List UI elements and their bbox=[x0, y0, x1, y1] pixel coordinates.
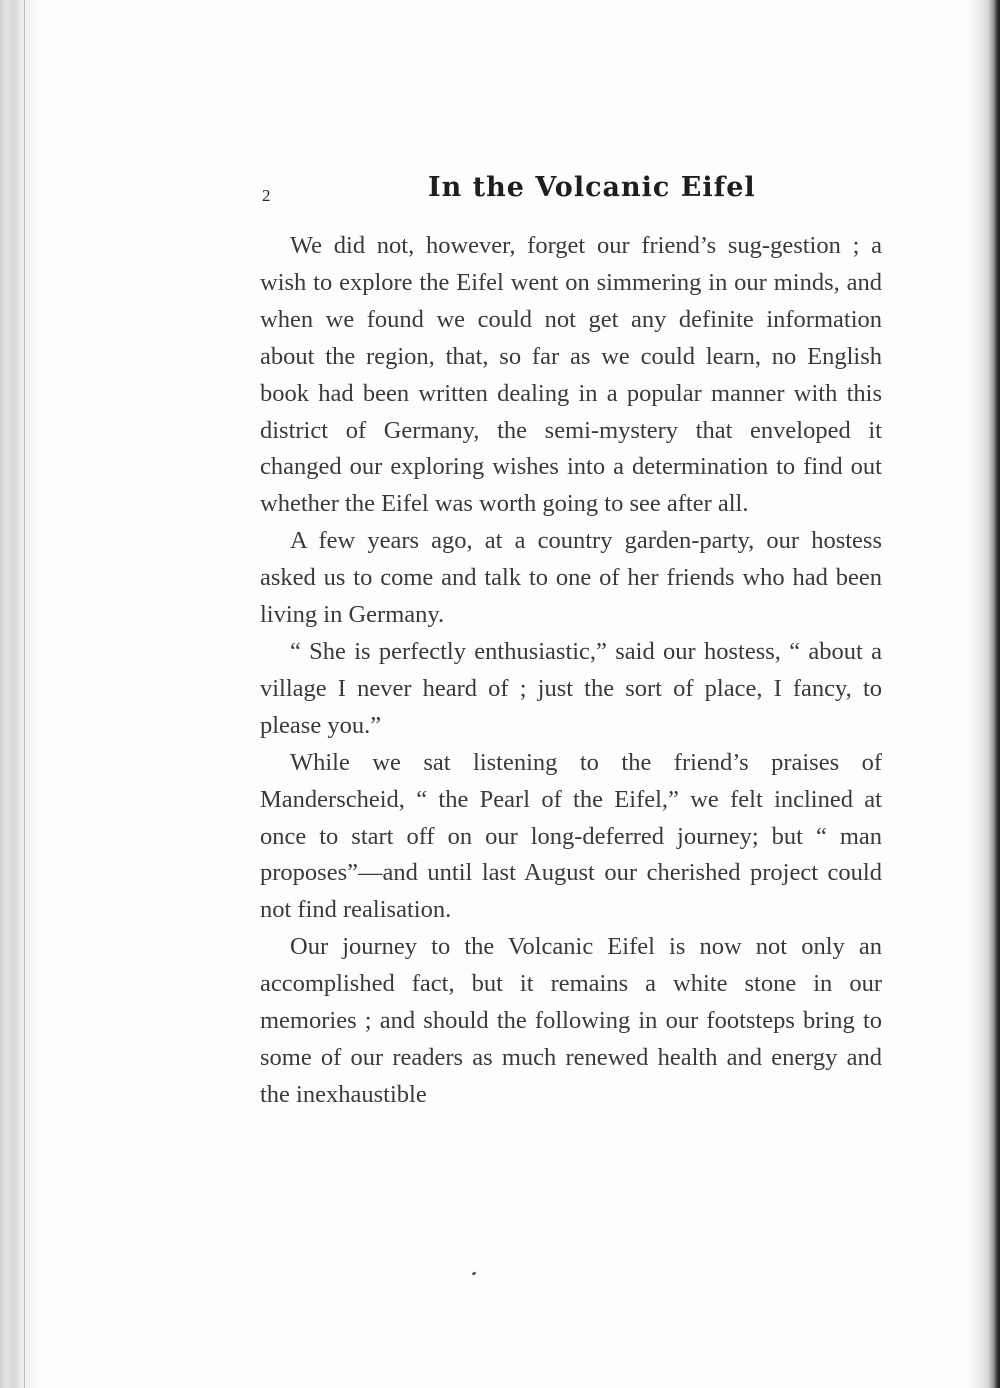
paragraph: Our journey to the Volcanic Eifel is now not only an accomplished fact, but it remains a white stone in our memories ; and should the following in our footsteps bring to some of our readers as much renewed health and energy and the inexhaustible bbox=[260, 933, 882, 1108]
paragraph: “ She is perfectly enthusiastic,” said our hostess, “ about a village I never heard of ; just the sort of place, I fancy, to please you.” bbox=[260, 637, 882, 739]
paragraph: A few years ago, at a country garden-party, our hostess asked us to come and talk to one of her friends who had been living in Germany. bbox=[260, 527, 882, 629]
paragraph: We did not, however, forget our friend’s sug-gestion ; a wish to explore the Eifel went on simmering in our minds, and when we found we could not get any definite information about the region, that, so far as we could learn, no English book had been written dealing in a popular manner with this district of Germany, the semi-mystery that enveloped it changed our exploring wishes into a determination to find out whether the Eifel was worth going to see after all. bbox=[260, 232, 882, 518]
page-edge-shadow bbox=[966, 0, 1000, 1388]
page-header bbox=[258, 170, 882, 210]
page-number: 2 bbox=[262, 186, 271, 205]
paragraph: While we sat listening to the friend’s praises of Manderscheid, “ the Pearl of the Eifel,” we felt inclined at once to start off on our long-deferred journey; but “ man proposes”—and until last August our cherished project could not find realisation. bbox=[260, 748, 882, 924]
running-title: In the Volcanic Eifel bbox=[428, 172, 756, 203]
body-text bbox=[260, 228, 882, 1114]
gutter-line bbox=[24, 0, 25, 1388]
ink-speck bbox=[472, 1271, 477, 1276]
binding-gutter bbox=[0, 0, 40, 1388]
